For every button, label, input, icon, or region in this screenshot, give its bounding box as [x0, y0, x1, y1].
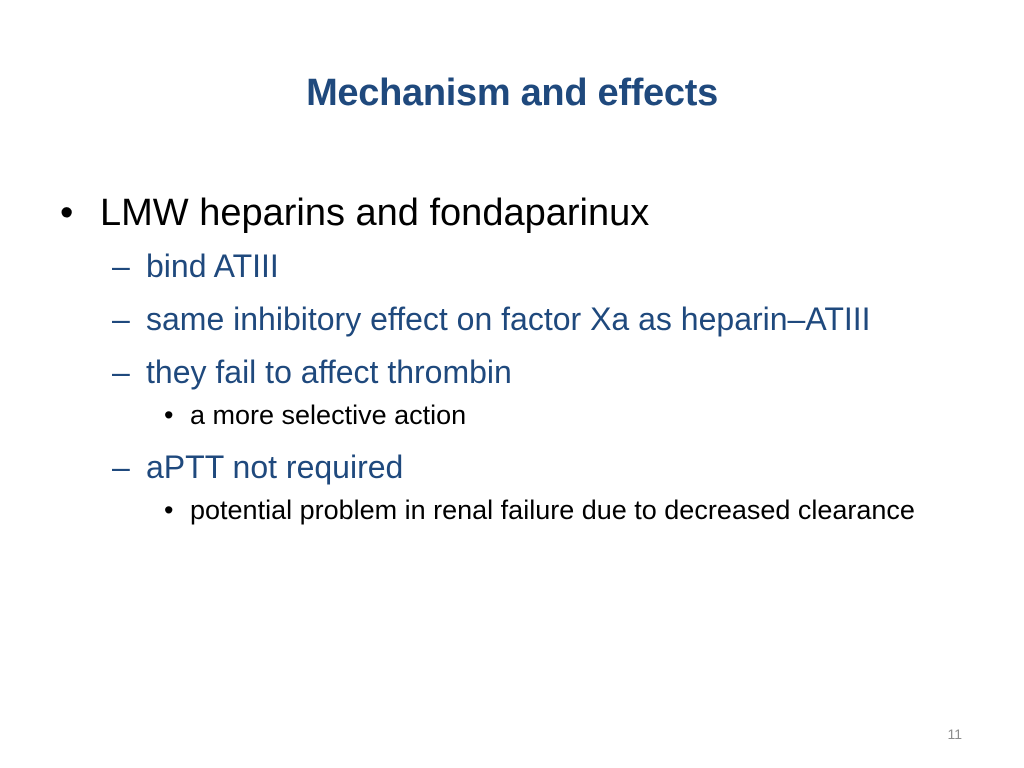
sub-sub-item-renal-failure — [60, 490, 920, 530]
dash-icon: – — [112, 248, 130, 284]
sub-item-text: bind ATIII — [146, 248, 279, 284]
sub-sub-item-selective-action — [60, 395, 920, 435]
sub-item-text: they fail to affect thrombin — [146, 354, 512, 390]
dash-icon: – — [112, 449, 130, 485]
slide-title: Mechanism and effects — [306, 72, 718, 114]
bullet-icon: • — [164, 495, 174, 525]
bullet-icon: • — [60, 192, 74, 234]
sub-sub-item-text: a more selective action — [190, 400, 467, 430]
sub-item-text: aPTT not required — [146, 449, 404, 485]
slide-body — [60, 188, 920, 540]
sub-item-aptt — [60, 445, 920, 489]
bullet-icon: • — [164, 400, 174, 430]
dash-icon: – — [112, 301, 130, 337]
sub-item-fail-thrombin — [60, 350, 920, 394]
sub-item-same-inhibitory-effect — [60, 297, 920, 341]
bullet-item-lmw-heparins — [60, 188, 920, 238]
sub-sub-item-text: potential problem in renal failure due to decreased clearance — [190, 495, 915, 525]
dash-icon: – — [112, 354, 130, 390]
page-number: 11 — [947, 726, 962, 742]
bullet-text: LMW heparins and fondaparinux — [100, 192, 650, 234]
sub-item-bind-atiii — [60, 244, 920, 288]
sub-item-text: same inhibitory effect on factor Xa as heparin–ATIII — [146, 301, 871, 337]
